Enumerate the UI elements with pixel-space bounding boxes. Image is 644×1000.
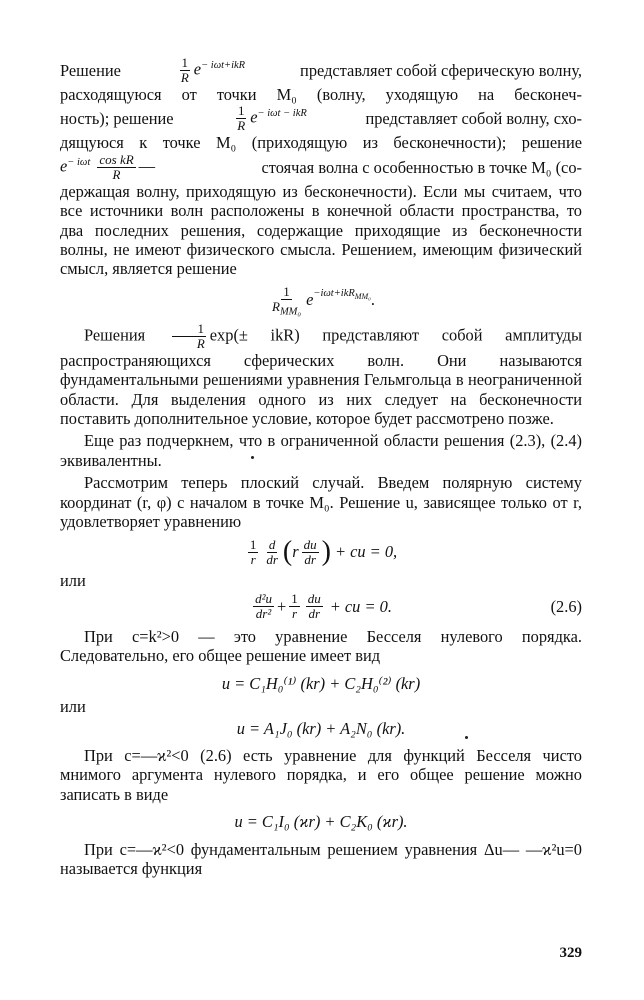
exp-power: − iωt xyxy=(67,156,91,168)
numerator: 1 xyxy=(181,55,189,70)
fraction-1-over-RMM0 xyxy=(270,283,303,318)
p1-line1-end: представляет собой сферическую волну, xyxy=(300,60,582,80)
frac-1-r xyxy=(248,538,259,567)
period: . xyxy=(370,289,376,309)
exp-base: e xyxy=(250,107,258,127)
frac-du-dr-2 xyxy=(306,592,323,621)
numerator: 1 xyxy=(291,590,298,606)
page-body xyxy=(60,56,582,878)
numerator: d²u xyxy=(255,590,272,606)
page-number: 329 xyxy=(559,945,582,961)
numerator: 1 xyxy=(172,322,207,337)
plus: + xyxy=(276,596,287,616)
equation-physical-solution xyxy=(60,283,582,318)
p4: Рассмотрим теперь плоский случай. Введем полярную систему координат (r, φ) с началом в точке M₀. Решение u, зависящее только от r, удовлетворяет уравнению xyxy=(60,473,582,532)
or-label-1: или xyxy=(60,570,86,590)
eq2-tail: + cu = 0, xyxy=(334,542,398,562)
p2 xyxy=(60,322,582,429)
paren-right: ) xyxy=(321,536,331,567)
equation-2-6 xyxy=(60,592,582,621)
numerator: cos kR xyxy=(99,151,134,167)
fraction-1-over-R-2 xyxy=(235,104,247,133)
denominator: dr xyxy=(266,551,278,567)
den-R: R xyxy=(271,298,280,314)
p1-line3-start: ность); решение xyxy=(60,109,174,129)
frac-du-dr xyxy=(302,538,319,567)
numerator: du xyxy=(307,590,321,606)
den-sub: MM₀ xyxy=(279,306,302,318)
formula-converging-wave xyxy=(232,104,307,133)
denominator: R xyxy=(237,118,246,134)
formula-standing-wave xyxy=(60,153,155,182)
denominator: R xyxy=(196,335,205,351)
p2-rest: представляют собой амплитуды распространяющихся сферических волн. Они называются фундаментальными решениями уравнения Гельмгольца в неограниченной области. Для выделения одного из них следует на бесконечности поставить дополнительное условие, которое будет рассмотрено позже. xyxy=(60,325,583,429)
exp-power xyxy=(313,287,371,301)
p1-line5 xyxy=(60,153,582,182)
p6: При c=—ϰ²<0 (2.6) есть уравнение для функций Бесселя чисто мнимого аргумента нулевого порядка, и его общее решение можно записать в виде xyxy=(60,745,582,804)
frac-d2u-dr2 xyxy=(253,592,274,621)
frac-d-dr xyxy=(264,538,280,567)
fraction-cos-over-R xyxy=(97,153,135,182)
p1-word-solution: Решение xyxy=(60,60,121,80)
p1-line1 xyxy=(60,56,582,85)
denominator: r xyxy=(291,605,298,621)
numerator: du xyxy=(303,536,317,552)
p2-exp: exp(± ikR) xyxy=(209,325,300,345)
fraction-1-over-R xyxy=(179,56,191,85)
p5: При c=k²>0 — это уравнение Бесселя нулевого порядка. Следовательно, его общее решение имеет вид xyxy=(60,626,582,666)
formula-incoming-wave xyxy=(176,56,245,85)
exp-power: − iωt+ikR xyxy=(201,59,246,71)
exp-base: e xyxy=(60,156,68,176)
numerator: 1 xyxy=(237,103,245,119)
paren-left: ( xyxy=(282,536,293,567)
eq3-tail: + cu = 0. xyxy=(329,596,392,616)
speck-mark xyxy=(251,456,254,459)
p1-line2: расходящуюся от точки M₀ (волну, уходящую на бесконеч- xyxy=(60,85,582,104)
denominator: dr² xyxy=(255,605,272,621)
p2-start: Решения xyxy=(84,325,146,345)
exp-power-sub: MM₀ xyxy=(354,291,371,301)
dash: — xyxy=(138,156,156,176)
denominator: R xyxy=(180,70,189,85)
equation-hankel: u = C₁H₀⁽¹⁾ (kr) + C₂H₀⁽²⁾ (kr) xyxy=(221,673,421,693)
exp-base: e xyxy=(306,289,314,309)
equation-radial xyxy=(60,538,582,567)
denominator: dr xyxy=(308,605,321,621)
denominator xyxy=(270,298,303,318)
equation-bessel-neumann: u = A₁J₀ (kr) + A₂N₀ (kr). xyxy=(236,718,406,738)
equation-modified-bessel: u = C₁I₀ (ϰr) + C₂K₀ (ϰr). xyxy=(234,812,408,832)
exp-power: − iωt − ikR xyxy=(257,108,307,120)
p1-line5-end: стоячая волна с особенностью в точке M₀ (со- xyxy=(261,157,582,177)
equation-number: (2.6) xyxy=(550,596,582,616)
denominator: dr xyxy=(304,551,316,567)
exp-base: e xyxy=(193,59,202,79)
p1-line3 xyxy=(60,104,582,133)
numerator: d xyxy=(268,536,276,552)
factor-r: r xyxy=(292,542,299,562)
speck-mark xyxy=(465,736,468,739)
p3: Еще раз подчеркнем, что в ограниченной области решения (2.3), (2.4) эквивалентны. xyxy=(60,431,582,470)
numerator: 1 xyxy=(283,283,290,299)
frac-1-r-2 xyxy=(289,592,300,621)
p7: При c=—ϰ²<0 фундаментальным решением уравнения Δu— —ϰ²u=0 называется функция xyxy=(60,839,582,878)
denominator: r xyxy=(250,551,256,567)
p1-line3-end: представляет собой волну, схо- xyxy=(365,109,582,129)
or-label-2: или xyxy=(60,697,86,717)
p1-line4: дящуюся к точке M₀ (приходящую из бесконечности); решение xyxy=(60,133,582,153)
exp-power-main: −iωt+ikR xyxy=(313,287,355,299)
denominator: R xyxy=(112,166,121,182)
p1-rest: держащая волну, приходящую из бесконечности). Если мы считаем, что все источники волн расположены в конечной области пространства, то два последних решения, содержащие приходящие из бесконечности волны, не имеют физического смысла. Решением, имеющим физический смысл, является решение xyxy=(60,181,582,279)
fraction-1-over-R-3 xyxy=(171,322,207,351)
numerator: 1 xyxy=(249,536,257,552)
